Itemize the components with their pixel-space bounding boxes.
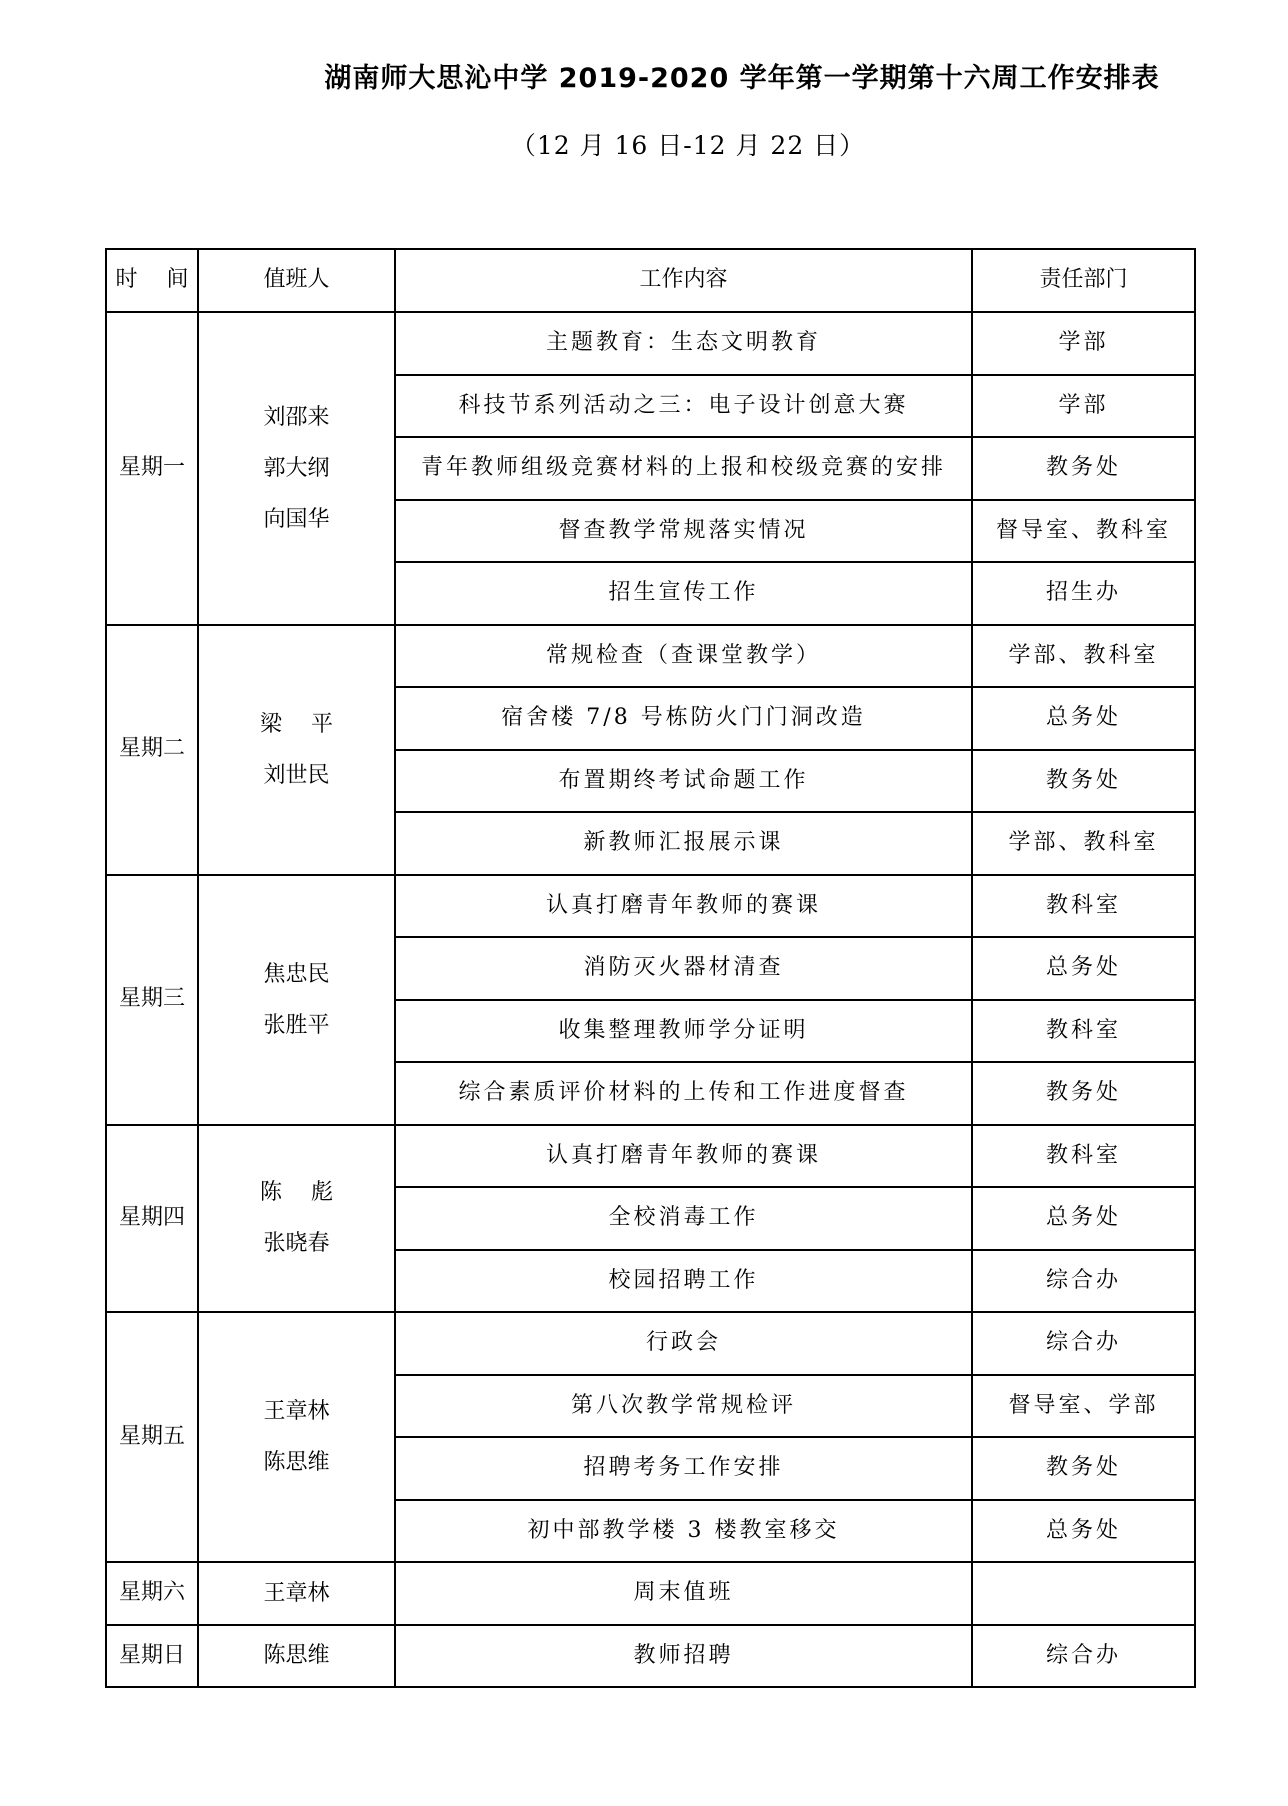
task-cell: 招聘考务工作安排 bbox=[395, 1437, 972, 1500]
dept-cell: 教科室 bbox=[972, 875, 1195, 938]
header-duty: 值班人 bbox=[198, 249, 395, 312]
task-cell: 第八次教学常规检评 bbox=[395, 1375, 972, 1438]
task-cell: 青年教师组级竞赛材料的上报和校级竞赛的安排 bbox=[395, 437, 972, 500]
dept-cell: 总务处 bbox=[972, 937, 1195, 1000]
dept-cell: 督导室、教科室 bbox=[972, 500, 1195, 563]
task-cell: 全校消毒工作 bbox=[395, 1187, 972, 1250]
duty-person: 刘世民 bbox=[263, 762, 330, 788]
task-cell: 认真打磨青年教师的赛课 bbox=[395, 1125, 972, 1188]
duty-person: 陈思维 bbox=[263, 1450, 330, 1475]
table-row bbox=[106, 875, 1195, 938]
header-dept: 责任部门 bbox=[972, 249, 1195, 312]
dept-cell: 综合办 bbox=[972, 1625, 1195, 1688]
day-cell: 星期四 bbox=[106, 1125, 198, 1313]
dept-cell: 总务处 bbox=[972, 1187, 1195, 1250]
task-cell: 周末值班 bbox=[395, 1562, 972, 1625]
dept-cell: 教科室 bbox=[972, 1125, 1195, 1188]
page-title bbox=[0, 56, 1288, 95]
table-row bbox=[106, 1125, 1195, 1188]
dept-cell: 教务处 bbox=[972, 437, 1195, 500]
task-cell: 校园招聘工作 bbox=[395, 1250, 972, 1313]
duty-cell bbox=[198, 1125, 395, 1313]
task-cell: 综合素质评价材料的上传和工作进度督查 bbox=[395, 1062, 972, 1125]
day-cell: 星期三 bbox=[106, 875, 198, 1125]
task-cell: 初中部教学楼 3 楼教室移交 bbox=[395, 1500, 972, 1563]
day-cell: 星期二 bbox=[106, 625, 198, 875]
date-range-text: （12 月 16 日-12 月 22 日） bbox=[510, 131, 866, 160]
day-cell: 星期五 bbox=[106, 1312, 198, 1562]
duty-cell bbox=[198, 1562, 395, 1625]
duty-person: 王章林 bbox=[263, 1580, 330, 1606]
header-time: 时 间 bbox=[106, 249, 198, 312]
task-cell: 布置期终考试命题工作 bbox=[395, 750, 972, 813]
task-cell: 收集整理教师学分证明 bbox=[395, 1000, 972, 1063]
task-cell: 行政会 bbox=[395, 1312, 972, 1375]
duty-person: 向国华 bbox=[263, 506, 330, 532]
duty-person: 刘邵来 bbox=[263, 404, 330, 430]
duty-cell bbox=[198, 312, 395, 625]
dept-cell: 教务处 bbox=[972, 1062, 1195, 1125]
dept-cell: 招生办 bbox=[972, 562, 1195, 625]
task-cell: 消防灭火器材清查 bbox=[395, 937, 972, 1000]
duty-cell bbox=[198, 625, 395, 875]
duty-person: 张晓春 bbox=[263, 1231, 330, 1257]
task-cell: 新教师汇报展示课 bbox=[395, 812, 972, 875]
duty-cell bbox=[198, 1625, 395, 1688]
duty-person: 郭大纲 bbox=[263, 455, 330, 481]
dept-cell: 教务处 bbox=[972, 1437, 1195, 1500]
dept-cell: 综合办 bbox=[972, 1312, 1195, 1375]
task-cell: 招生宣传工作 bbox=[395, 562, 972, 625]
table-row bbox=[106, 1312, 1195, 1375]
dept-cell: 总务处 bbox=[972, 687, 1195, 750]
task-cell: 宿舍楼 7/8 号栋防火门门洞改造 bbox=[395, 687, 972, 750]
task-cell: 科技节系列活动之三：电子设计创意大赛 bbox=[395, 375, 972, 438]
task-cell: 主题教育：生态文明教育 bbox=[395, 312, 972, 375]
dept-cell bbox=[972, 1562, 1195, 1625]
dept-cell: 综合办 bbox=[972, 1250, 1195, 1313]
duty-cell bbox=[198, 875, 395, 1125]
duty-person: 梁 平 bbox=[260, 711, 333, 737]
day-cell: 星期一 bbox=[106, 312, 198, 625]
duty-person: 陈 彪 bbox=[260, 1180, 333, 1206]
page-title-text: 湖南师大思沁中学 2019-2020 学年第一学期第十六周工作安排表 bbox=[324, 63, 1160, 94]
dept-cell: 学部、教科室 bbox=[972, 625, 1195, 688]
header-row bbox=[106, 249, 1195, 312]
dept-cell: 学部 bbox=[972, 312, 1195, 375]
table-row bbox=[106, 1625, 1195, 1688]
duty-cell bbox=[198, 1312, 395, 1562]
header-task: 工作内容 bbox=[395, 249, 972, 312]
schedule-table bbox=[105, 248, 1196, 1688]
dept-cell: 学部 bbox=[972, 375, 1195, 438]
dept-cell: 教科室 bbox=[972, 1000, 1195, 1063]
duty-person: 张胜平 bbox=[263, 1012, 330, 1038]
dept-cell: 督导室、学部 bbox=[972, 1375, 1195, 1438]
table-row bbox=[106, 625, 1195, 688]
dept-cell: 学部、教科室 bbox=[972, 812, 1195, 875]
task-cell: 常规检查（查课堂教学） bbox=[395, 625, 972, 688]
duty-person: 陈思维 bbox=[263, 1643, 330, 1669]
date-range bbox=[0, 126, 1288, 162]
task-cell: 认真打磨青年教师的赛课 bbox=[395, 875, 972, 938]
task-cell: 教师招聘 bbox=[395, 1625, 972, 1688]
dept-cell: 教务处 bbox=[972, 750, 1195, 813]
day-cell: 星期日 bbox=[106, 1625, 198, 1688]
table-row bbox=[106, 312, 1195, 375]
duty-person: 焦忠民 bbox=[263, 961, 330, 987]
day-cell: 星期六 bbox=[106, 1562, 198, 1625]
dept-cell: 总务处 bbox=[972, 1500, 1195, 1563]
duty-person: 王章林 bbox=[263, 1399, 330, 1424]
schedule-body bbox=[106, 249, 1195, 1687]
task-cell: 督查教学常规落实情况 bbox=[395, 500, 972, 563]
table-row bbox=[106, 1562, 1195, 1625]
